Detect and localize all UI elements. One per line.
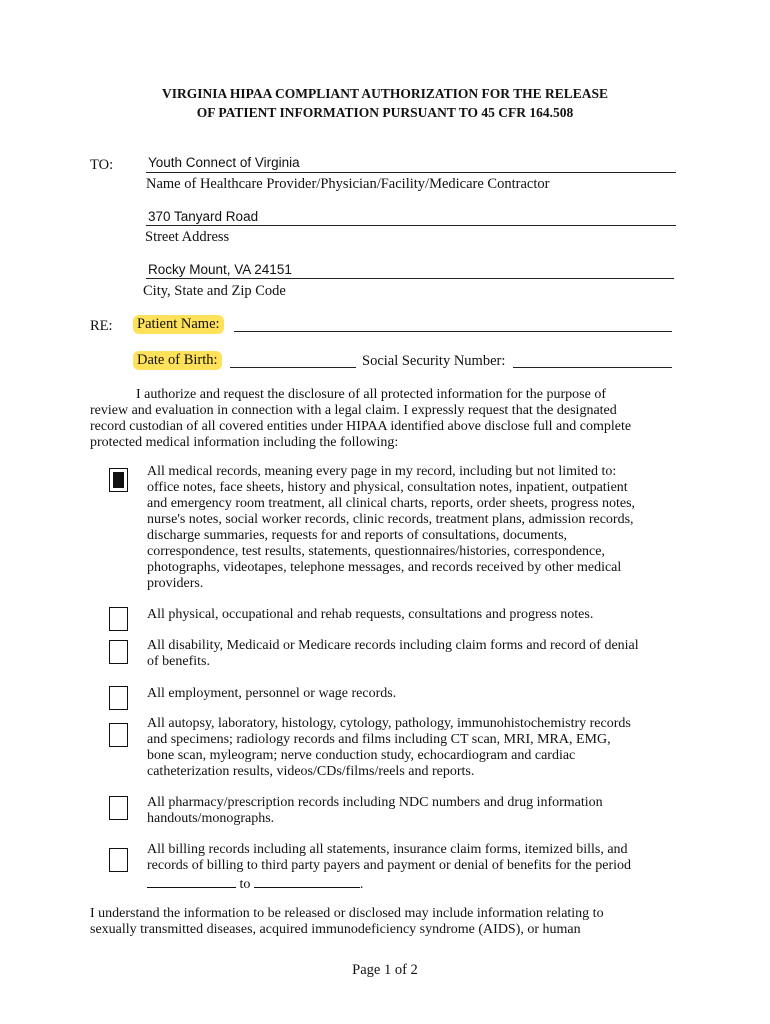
physical-rehab-checkbox[interactable]: [109, 607, 128, 631]
provider-name-caption: Name of Healthcare Provider/Physician/Facility/Medicare Contractor: [146, 176, 550, 192]
autopsy-laboratory-checkbox[interactable]: [109, 723, 128, 747]
to-label: TO:: [90, 157, 114, 173]
provider-name-field[interactable]: Youth Connect of Virginia: [148, 155, 300, 170]
authorization-paragraph-line: review and evaluation in connection with a legal claim. I expressly request that the designated: [90, 403, 617, 418]
ssn-field[interactable]: [513, 350, 674, 366]
patient-name-label: Patient Name:: [133, 315, 224, 333]
ssn-underline: [513, 367, 672, 368]
billing-period-end-punct: .: [359, 877, 364, 892]
all-medical-records-checkbox[interactable]: [109, 468, 128, 492]
page-number: Page 1 of 2: [352, 962, 418, 978]
billing-records-checkbox[interactable]: [109, 848, 128, 872]
ssn-label: Social Security Number:: [362, 353, 506, 369]
closing-paragraph-line: sexually transmitted diseases, acquired immunodeficiency syndrome (AIDS), or human: [90, 922, 581, 937]
document-title-line-2: OF PATIENT INFORMATION PURSUANT TO 45 CFR 164.508: [196, 105, 574, 120]
date-of-birth-field[interactable]: [230, 350, 358, 366]
authorization-paragraph-line: protected medical information including the following:: [90, 435, 399, 450]
billing-period-end-field[interactable]: [254, 874, 360, 888]
autopsy-laboratory-text: All autopsy, laboratory, histology, cytology, pathology, immunohistochemistry records and specimens; radiology records and films including CT scan, MRI, MRA, EMG, bone scan, myleogram; nerve conduction study, echocardiogram and cardiac catheterization results, videos/CDs/films/reels and reports.: [147, 716, 631, 779]
closing-paragraph-line: I understand the information to be released or disclosed may include information relating to: [90, 906, 604, 921]
pharmacy-records-checkbox[interactable]: [109, 796, 128, 820]
all-medical-records-text: All medical records, meaning every page in my record, including but not limited to: office notes, face sheets, history and physical, consultation notes, inpatient, outpatient and emergency room treatment, all clinical charts, reports, order sheets, progress notes, nurse's notes, social worker records, clinic records, treatment plans, admission records, discharge summaries, requests for and reports of consultations, documents, correspondence, test results, statements, questionnaires/histories, correspondence, photographs, videotapes, telephone messages, and records received by other medical providers.: [147, 464, 636, 591]
provider-name-underline: [146, 172, 676, 173]
pharmacy-records-text: All pharmacy/prescription records including NDC numbers and drug information handouts/monographs.: [147, 795, 603, 826]
street-address-field[interactable]: 370 Tanyard Road: [148, 209, 259, 224]
authorization-paragraph-line: record custodian of all covered entities under HIPAA identified above disclose full and complete: [90, 419, 632, 434]
city-state-zip-field[interactable]: Rocky Mount, VA 24151: [148, 262, 292, 277]
authorization-paragraph-line: I authorize and request the disclosure of all protected information for the purpose of: [136, 387, 607, 402]
disability-medicaid-text: All disability, Medicaid or Medicare records including claim forms and record of denial of benefits.: [147, 638, 639, 669]
patient-name-field[interactable]: [234, 314, 674, 330]
street-address-caption: Street Address: [145, 229, 230, 245]
billing-period-start-field[interactable]: [147, 874, 236, 888]
date-of-birth-label: Date of Birth:: [133, 351, 222, 369]
billing-records-text: All billing records including all statements, insurance claim forms, itemized bills, and records of billing to third party payers and payment or denial of benefits for the period to .: [147, 842, 692, 893]
billing-period-to: to: [239, 877, 251, 892]
city-state-zip-caption: City, State and Zip Code: [143, 283, 286, 299]
employment-records-text: All employment, personnel or wage records.: [147, 686, 397, 701]
physical-rehab-text: All physical, occupational and rehab requests, consultations and progress notes.: [147, 607, 594, 622]
disability-medicaid-checkbox[interactable]: [109, 640, 128, 664]
employment-records-checkbox[interactable]: [109, 686, 128, 710]
billing-period-line: [147, 874, 692, 893]
re-label: RE:: [90, 318, 113, 334]
city-state-zip-underline: [146, 278, 674, 279]
patient-name-underline: [234, 331, 672, 332]
street-address-underline: [146, 225, 676, 226]
date-of-birth-underline: [230, 367, 356, 368]
document-title-line-1: VIRGINIA HIPAA COMPLIANT AUTHORIZATION FOR THE RELEASE: [161, 86, 609, 101]
